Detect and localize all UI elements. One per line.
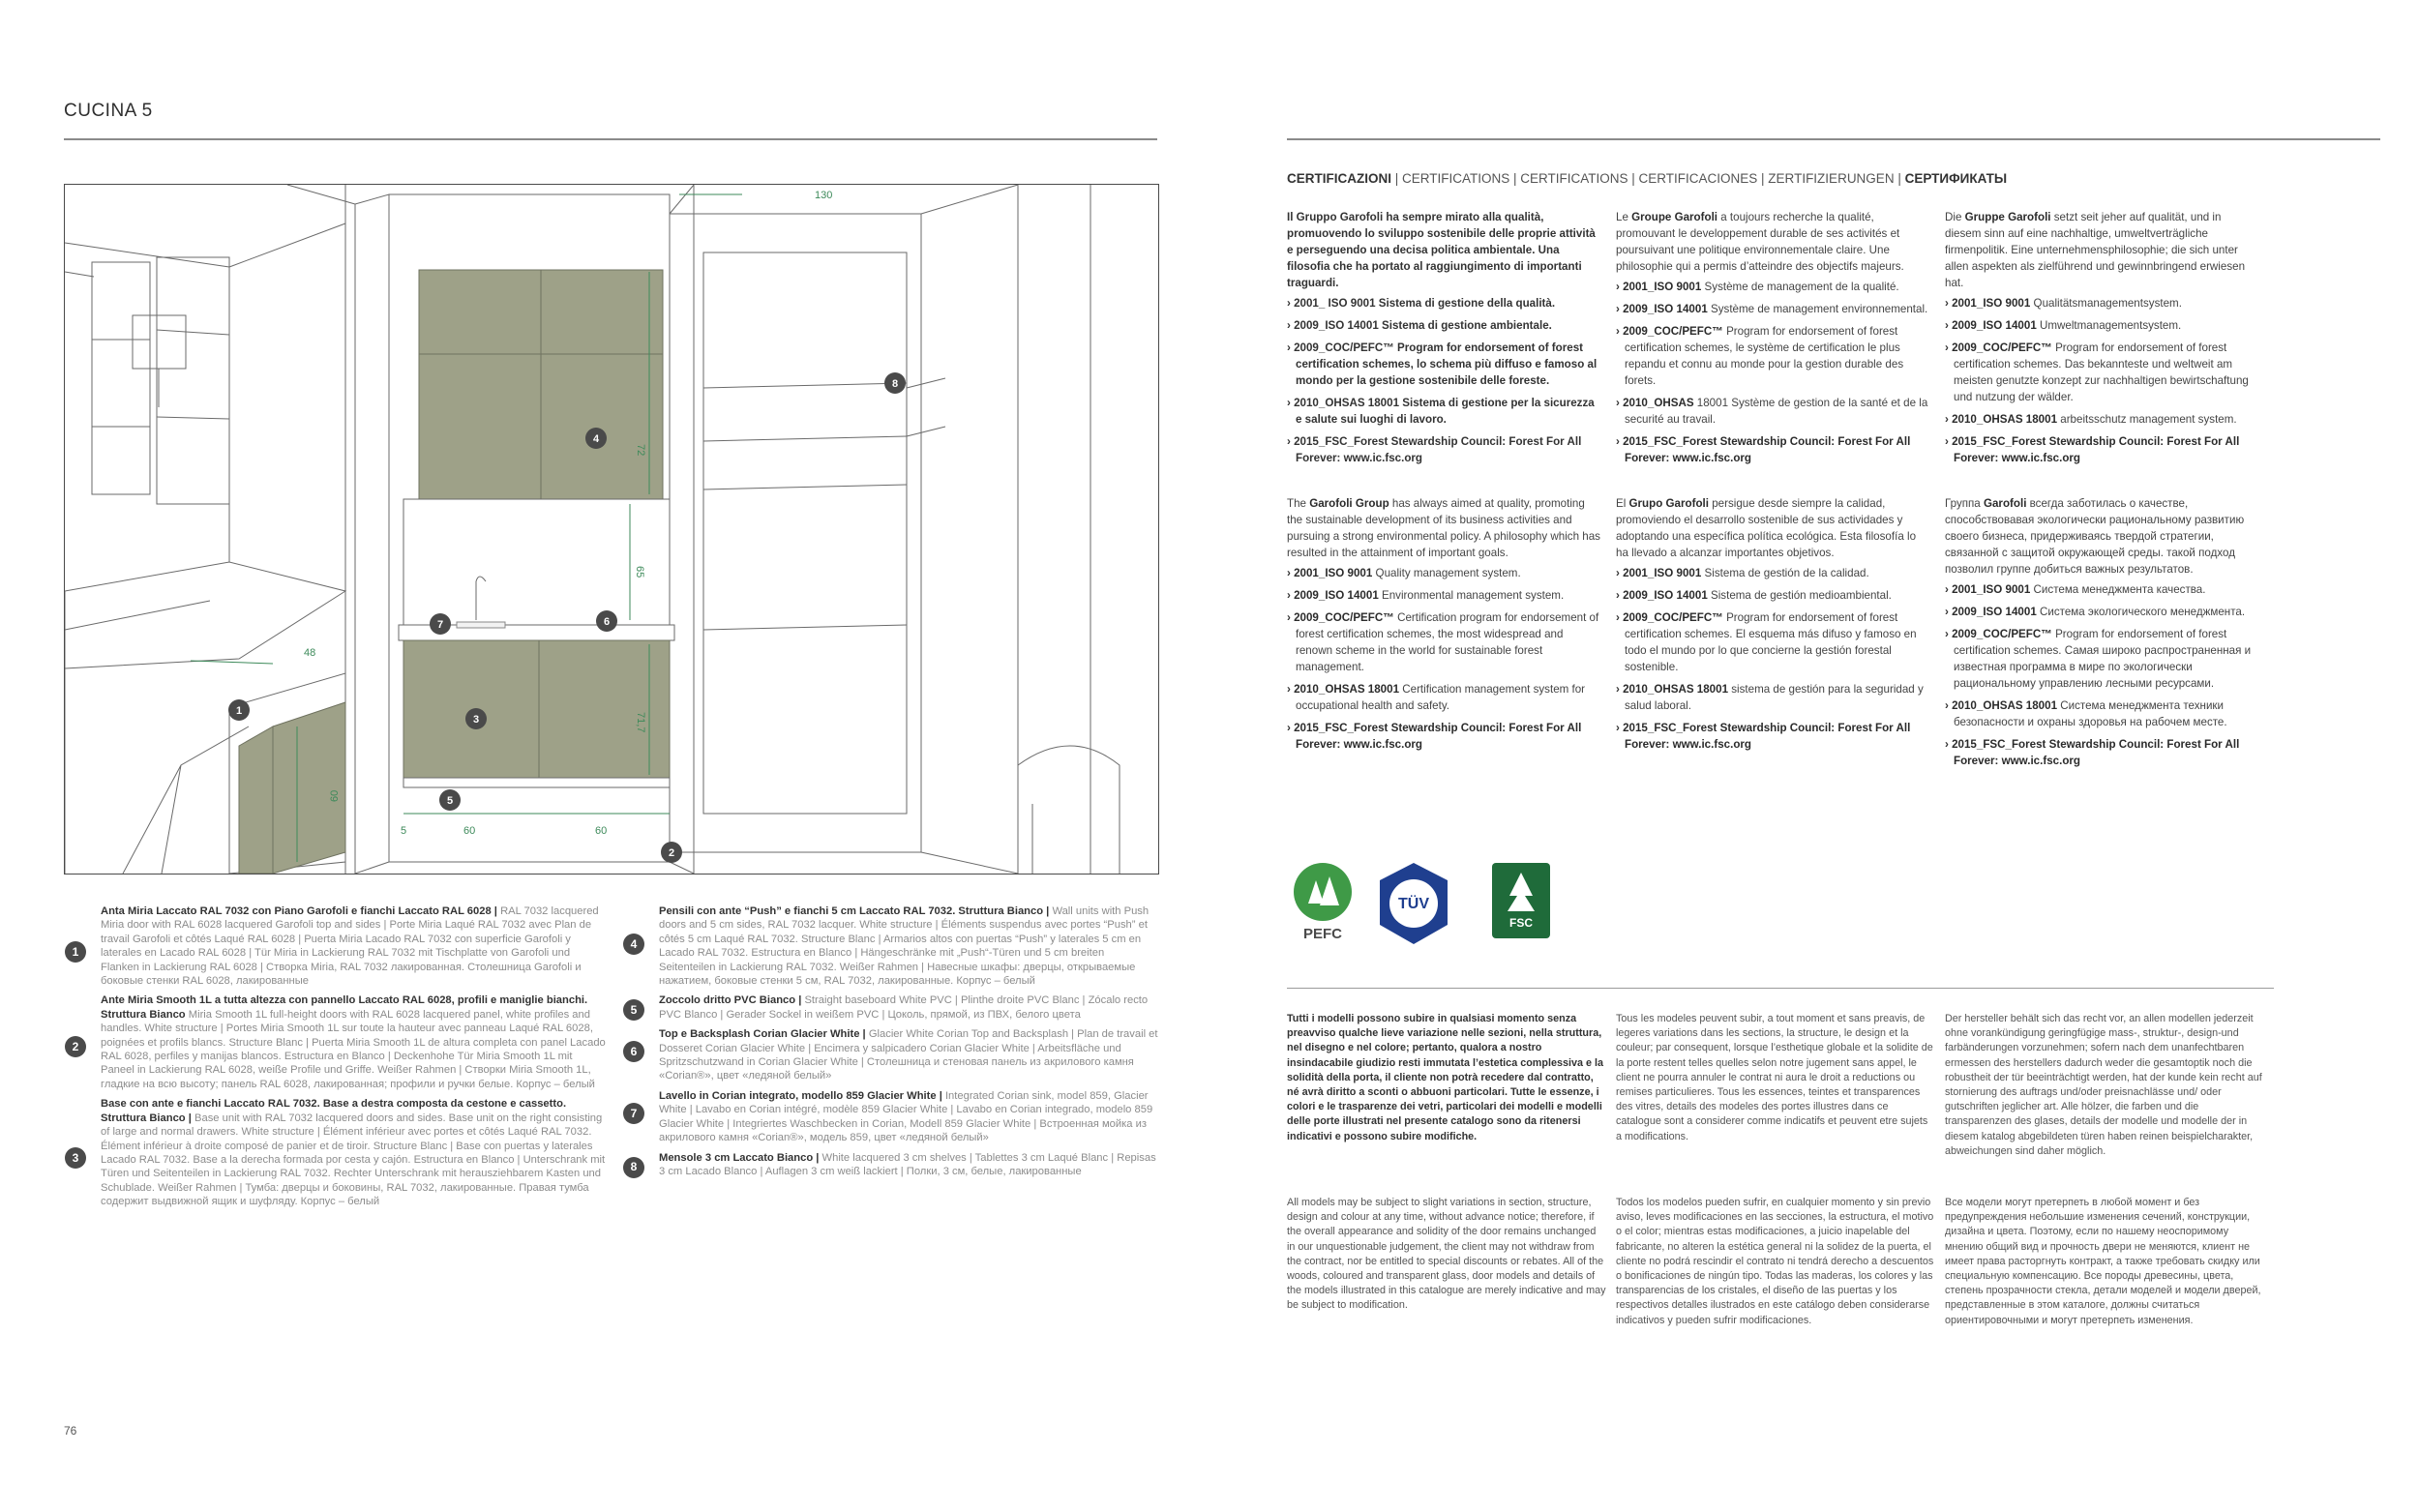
cert-column-fr: Le Groupe Garofoli a toujours recherche la qualité, promouvant le developpement durable de ses activités et poursuivant une politique environnementale claire. Une philosophie qui a permis d’atteindre des objectifs majeurs. › 2001_ISO 9001 Système de management de la qualité. › 2009_ISO 14001 Système de management environnemental. › 2009_COC/PEFC™ Program for endorsement of forest certification schemes, le système de certification le plus repandu et connu au monde pour la gestion durable des forets. › 2010_OHSAS 18001 Système de gestion de la santé et de la securité au travail. › 2015_FSC_Forest Stewardship Council: Forest For All Forever: www.ic.fsc.org (1616, 209, 1930, 472)
tuv-logo (1374, 861, 1446, 948)
drawing-marker-8 (884, 372, 906, 394)
legend-column-left (72, 904, 606, 1215)
legend-bullet-4: 4 (623, 934, 644, 955)
dim-label-60-left: 60 (463, 825, 476, 837)
section-title: CUCINA 5 (64, 101, 153, 121)
legend-item-8: 8 Mensole 3 cm Laccato Bianco | White lacquered 3 cm shelves | Tablettes 3 cm Laqué Blanc | Repisas 3 cm Lacado Blanco | Auflagen 3 cm weiß lackiert | Полки, 3 см, белые, лакированные (659, 1151, 1162, 1179)
certifications-heading: CERTIFICAZIONI | CERTIFICATIONS | CERTIFICATIONS | CERTIFICACIONES | ZERTIFIZIERUNGEN | СЕРТИФИКАТЫ (1287, 171, 2008, 186)
svg-text:TÜV: TÜV (1398, 896, 1429, 912)
svg-text:5: 5 (446, 795, 454, 807)
drawing-marker-3 (465, 708, 487, 729)
legend-bullet-3: 3 (65, 1147, 86, 1169)
cert-column-de: Die Gruppe Garofoli setzt seit jeher auf qualität, und in diesem sinn auf eine nachhaltige, umweltverträgliche firmenpolitik. Eine unternehmensphilosophie; die sich unter allen aspekten als zielführend und gewinnbringend erwiesen hat. › 2001_ISO 9001 Qualitätsmanagementsystem. › 2009_ISO 14001 Umweltmanagementsystem. › 2009_COC/PEFC™ Program for endorsement of forest certification schemes. Das bekannteste und weltweit am meisten genutzte konzept zur nachhaltigen bewirtschaftung und nutzung der wälder. › 2010_OHSAS 18001 arbeitsschutz management system. › 2015_FSC_Forest Stewardship Council: Forest For All Forever: www.ic.fsc.org (1945, 209, 2259, 472)
kitchen-drawing-svg (65, 185, 1158, 874)
legend-item-7: 7 Lavello in Corian integrato, modello 859 Glacier White | Integrated Corian sink, model 859, Glacier White | Lavabo en Corian intégré, modèle 859 Glacier White | Lavabo en Corian integrado, modelo 859 Glacier White | Integriertes Waschbecken in Corian, Modell 859 Glacier White | Встроенная мойка из акрилового камня «Corian®», модель 859, цвет «ледяной белый» (659, 1089, 1162, 1145)
svg-text:8: 8 (891, 378, 899, 390)
legend-bullet-8: 8 (623, 1157, 644, 1178)
disclaimer-it: Tutti i modelli possono subire in qualsiasi momento senza preavviso qualche lieve variazione nelle sezioni, nella struttura, nel disegno e nel colore; pertanto, qualora a nostro insindacabile giudizio resti immutata l’estetica complessiva e la solidità della porta, il cliente non potrà recedere dal contratto, né avrà diritto a sconti o abbuoni particolari. Tutte le essenze, i colori e le trasparenze dei vetri, particolari dei modelli e modelli delle porte illustrati nel presente catalogo sono da ritenersi indicativi e possono subire modifiche. (1287, 1013, 1604, 1142)
kitchen-drawing (64, 184, 1159, 875)
svg-text:4: 4 (592, 433, 600, 445)
dim-label-60-side: 60 (329, 789, 341, 802)
legend-item-1: 1 Anta Miria Laccato RAL 7032 con Piano Garofoli e fianchi Laccato RAL 6028 | RAL 7032 lacquered Miria door with RAL 6028 lacquered Garofoli top and sides | Porte Miria Laqué RAL 7032 avec Plan de travail Garofoli et côtés Laqué RAL 6028 | Puerta Miria Lacado RAL 7032 con superficie Garofoli y laterales en Lacado RAL 6028 | Tür Miria in Lackierung RAL 7032 mit Tischplatte von Garofoli und Flanken in Lackierung RAL 6028 | Створка Miria, RAL 7032 лакированная. Столешница Garofoli и боковые стенки RAL 6028, лакированные (101, 904, 606, 988)
drawing-marker-6 (596, 610, 617, 632)
drawing-marker-1 (228, 699, 250, 721)
cert-column-ru: Группа Garofoli всегда заботилась о качестве, способствовавая экологически рациональному развитию своего бизнеса, придерживаясь твердой стратегии, связанной с защитой окружающей среды. такой подход позволил группе добиться важных результатов. › 2001_ISO 9001 Система менеджмента качества. › 2009_ISO 14001 Система экологического менеджмента. › 2009_COC/PEFC™ Program for endorsement of forest certification schemes. Самая широко распространенная и известная программа в мире по экологически рациональному управлению лесными ресурсами. › 2010_OHSAS 18001 Система менеджмента техники безопасности и охраны здоровья на рабочем месте. › 2015_FSC_Forest Stewardship Council: Forest For All Forever: www.ic.fsc.org (1945, 495, 2259, 775)
legend-item-3: 3 Base con ante e fianchi Laccato RAL 7032. Base a destra composta da cestone e cassetto. Struttura Bianco | Base unit with RAL 7032 lacquered doors and sides. Base unit on the right consisting of large and normal drawers. White structure | Élément inférieur avec portes et côtés Laqué RAL 7032. Élément inférieur à droite composé de panier et de tiroir. Structure Blanc | Base con puertas y laterales Lacado RAL 7032. Base a la derecha formada por cesta y cajón. Estructura en Blanco | Unterschrank mit Türen und Seitenteilen in Lackierung RAL 7032. Rechter Unterschrank mit herausziehbarem Kasten und Schublade. Weißer Rahmen | Тумба: дверцы и боковины, RAL 7032, лакированные. Правая тумба содержит выдвижной ящик и шуфляду. Корпус – белый (101, 1097, 606, 1208)
dim-label-72: 72 (635, 444, 646, 457)
dim-label-65: 65 (634, 566, 645, 578)
disclaimer-fr: Tous les modeles peuvent subir, a tout moment et sans preavis, de legeres variations dans les sections, la structure, le design et la couleur; par consequent, lorsque l’esthetique globale et la solidite de la porte restent telles quelles selon notre jugement sans appel, le client ne pourra annuler le contrat ni aura le droit a reductions ou remises particulieres. Tous les essences, teintes et transparences des vitres, details des modeles des portes illustres dans ce catalogue sont a considerer comme indicatifs et peuvent etre sujets a modifications. (1616, 1013, 1933, 1142)
svg-text:FSC: FSC (1509, 916, 1533, 930)
legend-bullet-7: 7 (623, 1103, 644, 1124)
cert-column-en: The Garofoli Group has always aimed at quality, promoting the sustainable development of its business activities and pursuing a strong environmental policy. A philosophy which has resulted in the attainment of important goals. › 2001_ISO 9001 Quality management system. › 2009_ISO 14001 Environmental management system. › 2009_COC/PEFC™ Certification program for endorsement of forest certification schemes, the most widespread and renown scheme in the world for sustainable forest management. › 2010_OHSAS 18001 Certification management system for occupational health and safety. › 2015_FSC_Forest Stewardship Council: Forest For All Forever: www.ic.fsc.org (1287, 495, 1601, 758)
cert-column-es: El Grupo Garofoli persigue desde siempre la calidad, promoviendo el desarrollo sostenible de sus actividades y adoptando una específica política ecológica. Esta filosofía lo ha llevado a alcanzar importantes objetivos. › 2001_ISO 9001 Sistema de gestión de la calidad. › 2009_ISO 14001 Sistema de gestión medioambiental. › 2009_COC/PEFC™ Program for endorsement of forest certification schemes. El esquema más difuso y famoso en todo el mundo por lo que concierne la gestión forestal sostenible. › 2010_OHSAS 18001 sistema de gestión para la seguridad y salud laboral. › 2015_FSC_Forest Stewardship Council: Forest For All Forever: www.ic.fsc.org (1616, 495, 1930, 758)
legend-bullet-1: 1 (65, 941, 86, 963)
svg-text:2: 2 (668, 847, 675, 859)
svg-text:6: 6 (603, 616, 611, 628)
legend-item-2: 2 Ante Miria Smooth 1L a tutta altezza con pannello Laccato RAL 6028, profili e maniglie bianchi. Struttura Bianco Miria Smooth 1L full-height doors with RAL 6028 lacquered panel, white profiles and handles. White structure | Portes Miria Smooth 1L sur toute la hauteur avec panneau Laqué RAL 6028, poignées et profils blancs. Structure Blanc | Puerta Miria Smooth 1L de altura completa con panel Lacado RAL 6028, perfiles y manijas blancos. Estructura en Blanco | Deckenhohe Tür Miria Smooth 1L mit Paneel in Lackierung RAL 6028, weiße Profile und Griffe. Weißer Rahmen | Створки Miria Smooth 1L, гладкие на всю высоту; панель RAL 6028, лакированная; профили и ручки белые. Корпус – белый (101, 993, 606, 1091)
page-number: 76 (64, 1424, 77, 1438)
disclaimer-ru: Все модели могут претерпеть в любой момент и без предупреждения небольшие изменения сечений, конструкции, дизайна и цвета. Поэтому, если по нашему неоспоримому мнению общий вид и прочность двери не меняются, клиент не имеет права расторгнуть контракт, а также требовать скидку или специальную компенсацию. Все породы древесины, цвета, степень прозрачности стекла, детали моделей и модели дверей, представленные в этом каталоге, должны считаться ориентировочными и могут претерпеть изменения. (1945, 1197, 2261, 1326)
header-rule-right (1287, 138, 2380, 140)
legend-bullet-5: 5 (623, 999, 644, 1021)
dim-label-60-right: 60 (595, 825, 608, 837)
disclaimer-en: All models may be subject to slight variations in section, structure, design and colour at any time, without advance notice; therefore, if the overall appearance and solidity of the door remains unchanged in our unquestionable judgement, the client may not withdraw from the contract, nor be entitled to special discounts or rebates. All of the woods, coloured and transparent glass, door models and details of the models illustrated in this catalogue are merely indicative and may be subject to modification. (1287, 1197, 1606, 1312)
svg-text:PEFC: PEFC (1302, 926, 1343, 942)
drawing-marker-2 (661, 842, 682, 863)
drawing-marker-7 (430, 613, 451, 635)
pefc-logo (1287, 861, 1359, 948)
legend-column-right (630, 904, 1162, 1184)
cert-column-it: Il Gruppo Garofoli ha sempre mirato alla qualità, promuovendo lo sviluppo sostenibile delle proprie attività e perseguendo una decisa politica ambientale. Una filosofia che ha portato al raggiungimento di importanti traguardi. › 2001_ ISO 9001 Sistema di gestione della qualità. › 2009_ISO 14001 Sistema di gestione ambientale. › 2009_COC/PEFC™ Program for endorsement of forest certification schemes, lo schema più diffuso e famoso al mondo per la gestione sostenibile delle foreste. › 2010_OHSAS 18001 Sistema di gestione per la sicurezza e salute sui luoghi di lavoro. › 2015_FSC_Forest Stewardship Council: Forest For All Forever: www.ic.fsc.org (1287, 209, 1601, 472)
legend-item-6: 6 Top e Backsplash Corian Glacier White | Glacier White Corian Top and Backsplash | Plan de travail et Dosseret Corian Glacier White | Encimera y salpicadero Corian Glacier White | Arbeitsfläche und Spritzschutzwand in Corian Glacier White | Столешница и стеновая панель из акрилового камня «Corian®», цвет «ледяной белый» (659, 1027, 1162, 1083)
legend-bullet-2: 2 (65, 1036, 86, 1057)
svg-text:7: 7 (436, 619, 444, 631)
disclaimer-rule (1287, 988, 2274, 989)
svg-text:3: 3 (472, 714, 480, 726)
fsc-logo (1490, 861, 1562, 948)
drawing-marker-4 (585, 428, 607, 449)
disclaimer-es: Todos los modelos pueden sufrir, en cualquier momento y sin previo aviso, leves modificaciones en las secciones, la estructura, el motivo o el color; mientras estas modificaciones, a juicio inapelable del fabricante, no alteren la estética general ni la solidez de la puerta, el cliente no podrá rescindir el contrato ni tendrá derecho a descuentos o bonificaciones de ningún tipo. Todas las maderas, los colores y las transparencias de los cristales, el diseño de las puertas y los respectivos detalles ilustrados en este catálogo deben considerarse indicativos y pueden sufrir modificaciones. (1616, 1197, 1934, 1326)
dim-label-48: 48 (304, 647, 316, 659)
header-rule-left (64, 138, 1157, 140)
dim-label-71-7: 71,7 (635, 712, 646, 733)
drawing-marker-5 (439, 789, 461, 811)
dim-label-130: 130 (815, 190, 833, 201)
svg-text:1: 1 (235, 705, 243, 717)
legend-item-5: 5 Zoccolo dritto PVC Bianco | Straight baseboard White PVC | Plinthe droite PVC Blanc | Zócalo recto PVC Blanco | Gerader Sockel in weißem PVC | Цоколь, прямой, из ПВХ, белого цвета (659, 993, 1162, 1022)
legend-bullet-6: 6 (623, 1041, 644, 1062)
legend-item-4: 4 Pensili con ante “Push” e fianchi 5 cm Laccato RAL 7032. Struttura Bianco | Wall units with Push doors and 5 cm sides, RAL 7032 lacquer. White structure | Éléments suspendus avec portes “Push” et côtés 5 cm Laqué RAL 7032. Structure Blanc | Armarios altos con puertas “Push” y laterales 5 cm en Lacado RAL 7032. Estructura en Blanco | Hängeschränke mit „Push“-Türen und 5 cm breiten Seitenteilen in Lackierung RAL 7032. Weißer Rahmen | Навесные шкафы: дверцы, открываемые нажатием, боковые стенки 5 см, RAL 7032, лакированные. Корпус – белый (659, 904, 1162, 988)
disclaimer-de: Der hersteller behält sich das recht vor, an allen modellen jederzeit ohne vorankündigung geringfügige mass-, struktur-, design-und farbänderungen vorzunehmen; sofern nach dem unanfechtbaren ermessen des herstellers dadurch weder die gesamtoptik noch die robustheit der tür beeinträchtigt werden, hat der kunde kein recht auf stornierung des auftrags und/oder preisnachlässe und/ oder gutschriften jeglicher art. Alle hölzer, die farben und die transparenzen des glases, details der modelle und modelle der in diesem katalog abgebildeten türen haben reinen beispielcharakter, abweichungen sind daher möglich. (1945, 1013, 2262, 1157)
dim-label-5: 5 (401, 825, 407, 837)
